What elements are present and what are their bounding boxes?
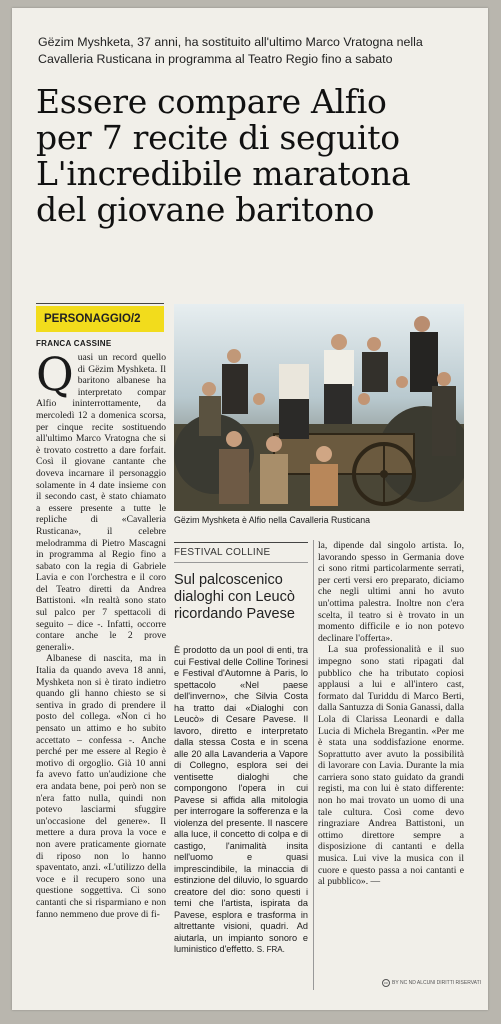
sidebar-paragraph	[174, 645, 308, 956]
article-paragraph: la, dipende dal singolo artista. Io, lavorando spesso in Germania dove ci sono ritmi particolarmente serrati, per certi versi ero preparato, diciamo che negli ultimi anni ho avuto un'ottima palestra. Inoltre non c'era scelta, il teatro si è trovato in un momento difficile e io non potevo declinare l'offerta».	[318, 540, 464, 644]
article-column-3	[318, 540, 464, 888]
copyright-notice	[382, 979, 481, 987]
photo-illustration	[174, 304, 464, 511]
sidebar-headline: Sul palcoscenico dialoghi con Leucò ricordando Pavese	[174, 572, 295, 622]
paragraph-text: uasi un record quello di Gëzim Myshketa. Il baritono albanese ha interpretato compar Alfio ininterrottamente, da mercoledì 12 a domenica scorsa, per cinque recite sostituendo all'ultimo Marco Vratogna che si è trovato costretto a dare forfait. Così il giovane cantante che doveva incarnare il personaggio solamente in 4 date insieme con il secondo cast, è stato chiamato a essere presente a tutte le repliche di «Cavalleria Rusticana», il celebre melodramma di Pietro Mascagni in programma al Regio fino a sabato con la regia di Gabriele Lavia e con l'orchestra e il coro del Teatro diretti da Andrea Battistoni. «In realtà sono stato sul palco per 7 spettacoli di seguito – dice -. Infatti, occorre contare anche le 2 prove generali».	[36, 352, 166, 653]
sidebar-signature: S. FRA.	[256, 945, 285, 954]
article-headline	[36, 84, 476, 228]
sidebar-text: È prodotto da un pool di enti, tra cui Festival delle Colline Torinesi e Festival d'Automne à Paris, lo spettacolo «Nel paese dell'inverno», che Silvia Costa ha tratto dai «Dialoghi con Leucò» di Cesare Pavese. Il lavoro, diretto e interpretato dalla stessa Costa e in scena alle 20 alla Lavanderia a Vapore di Collegno, esplora sei dei ventisette dialoghi che compongono l'opera in cui Pavese si affida alla mitologia per interrogare la sofferenza e la violenza del presente. Il nascere alla luce, il concetto di colpa e di castigo, l'animalità insita nell'uomo e quasi imprescindibile, la minaccia di estinzione del diluvio, lo sguardo creatore del dio: sono questi i temi che l'artista, ispirata da Pavese, esplora e trasforma in altrettante visioni, quadri. Ad aiutarla, un impianto sonoro e luministico d'effetto.	[174, 645, 308, 954]
rubric-rule	[36, 303, 164, 304]
photo-caption: Gëzim Myshketa è Alfio nella Cavalleria Rusticana	[174, 515, 371, 525]
opera-photo	[174, 304, 464, 511]
sidebar-section-label: FESTIVAL COLLINE	[174, 542, 308, 558]
byline: FRANCA CASSINE	[36, 339, 112, 348]
rubric-label: PERSONAGGIO/2	[36, 306, 164, 332]
sidebar-column	[174, 645, 308, 956]
headline-line: L'incredibile maratona	[36, 154, 411, 193]
drop-cap: Q	[36, 347, 74, 401]
column-divider	[313, 540, 314, 990]
article-kicker: Gëzim Myshketa, 37 anni, ha sostituito all'ultimo Marco Vratogna nella Cavalleria Rusticana in programma al Teatro Regio fino a sabato	[38, 35, 423, 66]
article-paragraph: La sua professionalità e il suo impegno sono stati ripagati dal pubblico che ha tributato copiosi applausi a lui e all'intero cast, formato dal Turiddu di Marco Berti, dalla Santuzza di Sonia Ganassi, dalla Lola di Clarissa Leonardi e dalla Lucia di Michela Bregantin. «Per me è stata una soddisfazione enorme. Soprattutto aver avuto la possibilità di lavorare con Lavia. Durante la mia carriera sono stato guidato da grandi registi, ma con lui è stato differente: non ho mai trovato un uomo di una tale cultura. Così come devo ringraziare Andrea Battistoni, un ottimo direttore sempre a disposizione di cantanti e della musica. Lui vive la musica con il cuore e questo passa a noi cantanti e al pubblico». —	[318, 644, 464, 888]
copyright-text: BY NC ND ALCUNI DIRITTI RISERVATI	[392, 980, 482, 986]
headline-line: Essere compare Alfio	[36, 82, 387, 121]
article-paragraph: Albanese di nascita, ma in Italia da quando aveva 18 anni, Myshketa non si è tirato indietro quando gli hanno chiesto se si sentiva in grado di prendere il posto del collega. «Non ci ho pensato un attimo e ho subito accettato – confessa -. Anche perché per me essere al Regio è motivo di orgoglio. Già 10 anni fa avevo fatto un'audizione che era andata bene, poi però non se n'era fatto nulla, quindi non potevo lasciarmi sfuggire un'occasione del genere». Il mettere a dura prova la voce e non avere praticamente giornate di riposo non lo hanno spaventato, anzi. «L'utilizzo della voce e il recupero sono una questione soggettiva. Ci sono cantanti che si risparmiano e non fanno nemmeno due prove di fi-	[36, 653, 166, 920]
article-paragraph	[36, 347, 166, 653]
article-column-1	[36, 347, 166, 920]
headline-line: per 7 recite di seguito	[36, 118, 400, 157]
creative-commons-icon: cc	[384, 980, 388, 985]
headline-line: del giovane baritono	[36, 190, 375, 229]
section-rule	[174, 562, 308, 563]
